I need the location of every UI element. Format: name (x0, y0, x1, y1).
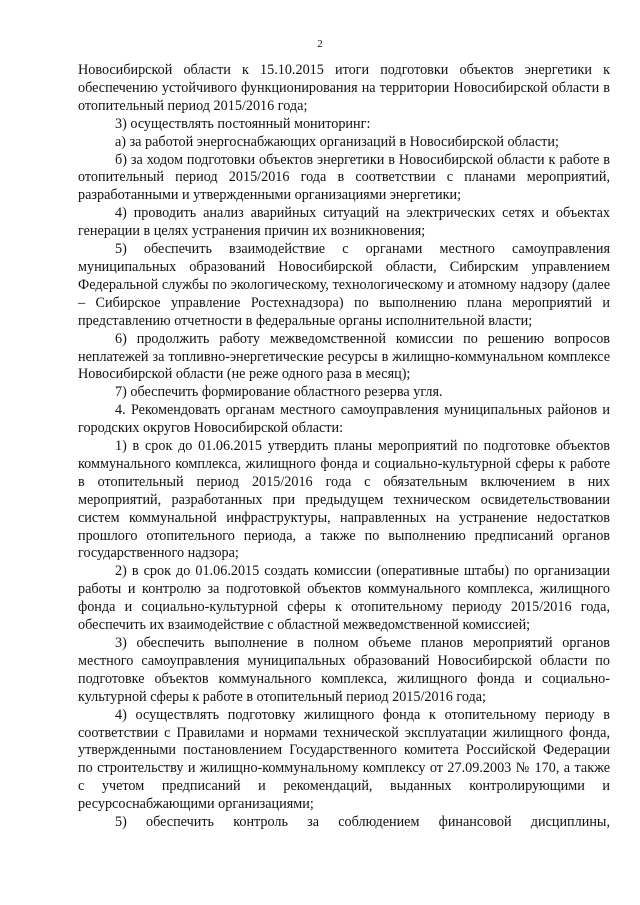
paragraph-section-4-item-1: 1) в срок до 01.06.2015 утвердить планы мероприятий по подготовке объектов коммунального комплекса, жилищного фонда и социально-культурной сферы к работе в отопительный период 2015/2016 года с обязательным включением в них мероприятий, разработанных при предыдущем техническом освидетельствовании систем коммунальной инфраструктуры, направленных на устранение недостатков прошлого отопительного периода, а также по выполнению предписаний органов государственного надзора; (78, 438, 610, 562)
paragraph-item-7: 7) обеспечить формирование областного резерва угля. (115, 384, 443, 401)
paragraph-section-4: 4. Рекомендовать органам местного самоуправления муниципальных районов и городских округов Новосибирской области: (78, 402, 610, 437)
document-body (78, 62, 610, 832)
paragraph-section-4-item-3: 3) обеспечить выполнение в полном объеме планов мероприятий органов местного самоуправления муниципальных образований Новосибирской области по подготовке объектов коммунального комплекса, жилищного фонда и социально-культурной сферы к работе в отопительный период 2015/2016 года; (78, 635, 610, 705)
paragraph-section-4-item-5: 5) обеспечить контроль за соблюдением финансовой дисциплины, (115, 814, 610, 831)
paragraph-section-4-item-2: 2) в срок до 01.06.2015 создать комиссии (оперативные штабы) по организации работы и контролю за подготовкой объектов коммунального комплекса, жилищного фонда и социально-культурной сферы к отопительному периоду 2015/2016 года, обеспечить их взаимодействие с областной межведомственной комиссией; (78, 563, 610, 634)
paragraph-subitem-b: б) за ходом подготовки объектов энергетики в Новосибирской области к работе в отопительный период 2015/2016 года в соответствии с планами мероприятий, разработанными и утвержденными организациями энергетики; (78, 151, 610, 204)
paragraph-section-4-item-4: 4) осуществлять подготовку жилищного фонда к отопительному периоду в соответствии с Правилами и нормами технической эксплуатации жилищного фонда, утвержденными постановлением Государственного комитета Российской Федерации по строительству и жилищно-коммунальному комплексу от 27.09.2003 № 170, а также с учетом предписаний и рекомендаций, выданных контролирующими и ресурсоснабжающими организациями; (78, 706, 610, 813)
paragraph-subitem-a: а) за работой энергоснабжающих организаций в Новосибирской области; (115, 133, 559, 150)
paragraph-continuation: Новосибирской области к 15.10.2015 итоги подготовки объектов энергетики к обеспечению устойчивого функционирования на территории Новосибирской области в отопительный период 2015/2016 года; (78, 62, 610, 114)
paragraph-item-3: 3) осуществлять постоянный мониторинг: (115, 115, 371, 132)
paragraph-item-4: 4) проводить анализ аварийных ситуаций на электрических сетях и объектах генерации в целях устранения причин их возникновения; (78, 205, 610, 240)
paragraph-item-6: 6) продолжить работу межведомственной комиссии по решению вопросов неплатежей за топливно-энергетические ресурсы в жилищно-коммунальном комплексе Новосибирской области (не реже одного раза в месяц); (78, 330, 610, 383)
paragraph-item-5: 5) обеспечить взаимодействие с органами местного самоуправления муниципальных образований Новосибирской области, Сибирским управлением Федеральной службы по экологическому, технологическому и атомному надзору (далее – Сибирское управление Ростехнадзора) по выполнению плана мероприятий и представлению отчетности в федеральные органы исполнительной власти; (78, 241, 610, 329)
page-number: 2 (317, 38, 323, 50)
